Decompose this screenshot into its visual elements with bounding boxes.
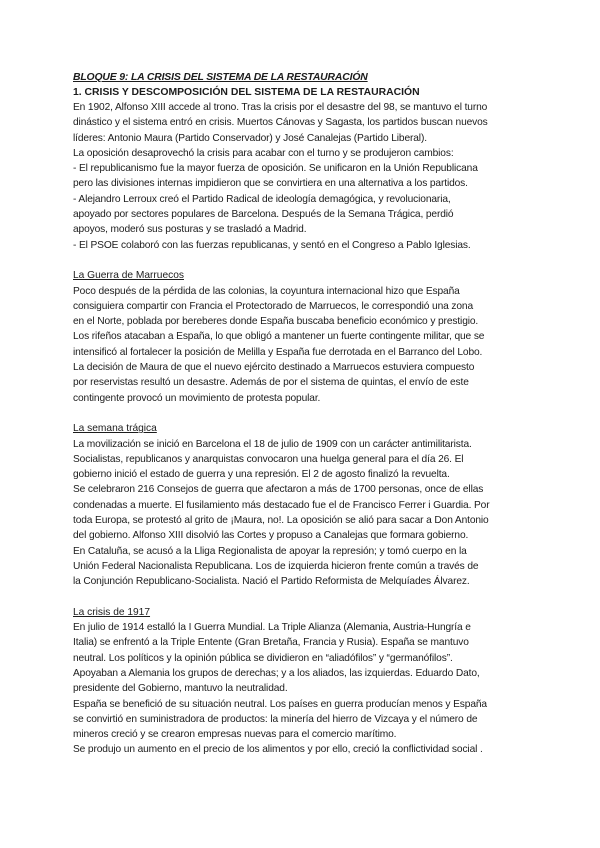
text-line: se convirtió en suministradora de productos: la minería del hierro de Vizcaya y el número de [73,713,478,725]
paragraph-gap [73,590,535,605]
document-title: BLOQUE 9: LA CRISIS DEL SISTEMA DE LA RESTAURACIÓN [73,72,368,83]
text-line: del gobierno. Alfonso XIII disolvió las Cortes y propuso a Canalejas que formara gobierno. [73,530,469,542]
text-line: gobierno inició el estado de guerra y una represión. El 2 de agosto finalizó la revuelta. [73,469,450,481]
text-line: Unión Federal Nacionalista Republicana. Los de izquierda hicieron frente común a través de [73,560,479,572]
text-line: La movilización se inició en Barcelona el 18 de julio de 1909 con un carácter antimilitarista. [73,438,472,450]
text-line: líderes: Antonio Maura (Partido Conservador) y José Canalejas (Partido Liberal). [73,132,427,144]
text-line: presidente del Gobierno, mantuvo la neutralidad. [73,683,288,695]
text-line: Los rifeños atacaban a España, lo que obligó a mantener un fuerte contingente militar, que se [73,331,485,343]
text-line: neutral. Los políticos y la opinión pública se dividieron en “aliadófilos” y “germanófilos”. [73,652,453,664]
text-line: toda Europa, se protestó al grito de ¡Maura, no!. La oposición se alió para sacar a Don Antonio [73,515,489,527]
section-1-text [73,100,535,253]
text-line: En julio de 1914 estalló la I Guerra Mundial. La Triple Alianza (Alemania, Austria-Hungría e [73,622,471,634]
text-line: - El PSOE colaboró con las fuerzas republicanas, y sentó en el Congreso a Pablo Iglesias. [73,239,471,251]
text-line: apoyos, moderó sus posturas y se trasladó a Madrid. [73,224,307,236]
text-line: por reservistas resultó un desastre. Además de por el sistema de quintas, el envío de este [73,377,469,389]
paragraph-gap [73,253,535,268]
text-line: La decisión de Maura de que el nuevo ejército destinado a Marruecos estuviera compuesto [73,362,475,374]
text-line: Poco después de la pérdida de las colonias, la coyuntura internacional hizo que España [73,285,460,297]
text-line: en el Norte, poblada por bereberes donde España buscaba beneficio económico y prestigio. [73,316,479,328]
text-line: La oposición desaprovechó la crisis para acabar con el turno y se produjeron cambios: [73,147,454,159]
crisis-1917-text [73,620,535,758]
text-line: Se celebraron 216 Consejos de guerra que afectaron a más de 1700 personas, once de ellas [73,484,484,496]
text-line: mineros creció y se crearon empresas nuevas para el comercio marítimo. [73,729,397,741]
semana-tragica-text [73,437,535,590]
text-line: Italia) se enfrentó a la Triple Entente (Gran Bretaña, Francia y Rusia). España se mantuvo [73,637,469,649]
document-body [73,71,535,758]
text-line: Socialistas, republicanos y anarquistas convocaron una huelga general para el día 26. El [73,453,464,465]
text-line: dinástico y el sistema entró en crisis. Muertos Cánovas y Sagasta, los partidos buscan nuevos [73,117,488,129]
text-line: pero las divisiones internas impidieron que se convirtiera en una alternativa a los partidos. [73,178,468,190]
text-line: - El republicanismo fue la mayor fuerza de oposición. Se unificaron en la Unión Republicana [73,163,478,175]
text-line: apoyado por sectores populares de Barcelona. Después de la Semana Trágica, perdió [73,209,454,221]
marruecos-text [73,284,535,406]
text-line: En 1902, Alfonso XIII accede al trono. Tras la crisis por el desastre del 98, se mantuvo el turno [73,102,488,113]
crisis-1917-heading: La crisis de 1917 [73,606,151,618]
text-line: contingente provocó un movimiento de protesta popular. [73,392,321,404]
text-line: En Cataluña, se acusó a la Lliga Regionalista de apoyar la represión; y tomó cuerpo en la [73,545,467,557]
semana-tragica-heading: La semana trágica [73,423,157,435]
section-1-title: 1. CRISIS Y DESCOMPOSICIÓN DEL SISTEMA DE LA RESTAURACIÓN [73,87,420,98]
marruecos-heading: La Guerra de Marruecos [73,270,184,282]
text-line: - Alejandro Lerroux creó el Partido Radical de ideología demagógica, y revolucionaria, [73,193,451,205]
text-line: Apoyaban a Alemania los grupos de derechas; y a los aliados, las izquierdas. Eduardo Dato, [73,667,480,679]
text-line: condenadas a muerte. El fusilamiento más destacado fue el de Francisco Ferrer i Guardia. Por [73,499,490,511]
text-line: Se produjo un aumento en el precio de los alimentos y por ello, creció la conflictividad social . [73,744,483,756]
paragraph-gap [73,406,535,421]
text-line: España se benefició de su situación neutral. Los países en guerra producían menos y España [73,698,487,710]
text-line: intensificó al fortalecer la posición de Melilla y España fue derrotada en el Barranco del Lobo. [73,346,483,358]
text-line: la Conjunción Republicano-Socialista. Nació el Partido Reformista de Melquíades Álvarez. [73,576,470,588]
text-line: consiguiera compartir con Francia el Protectorado de Marruecos, le correspondió una zona [73,300,473,312]
